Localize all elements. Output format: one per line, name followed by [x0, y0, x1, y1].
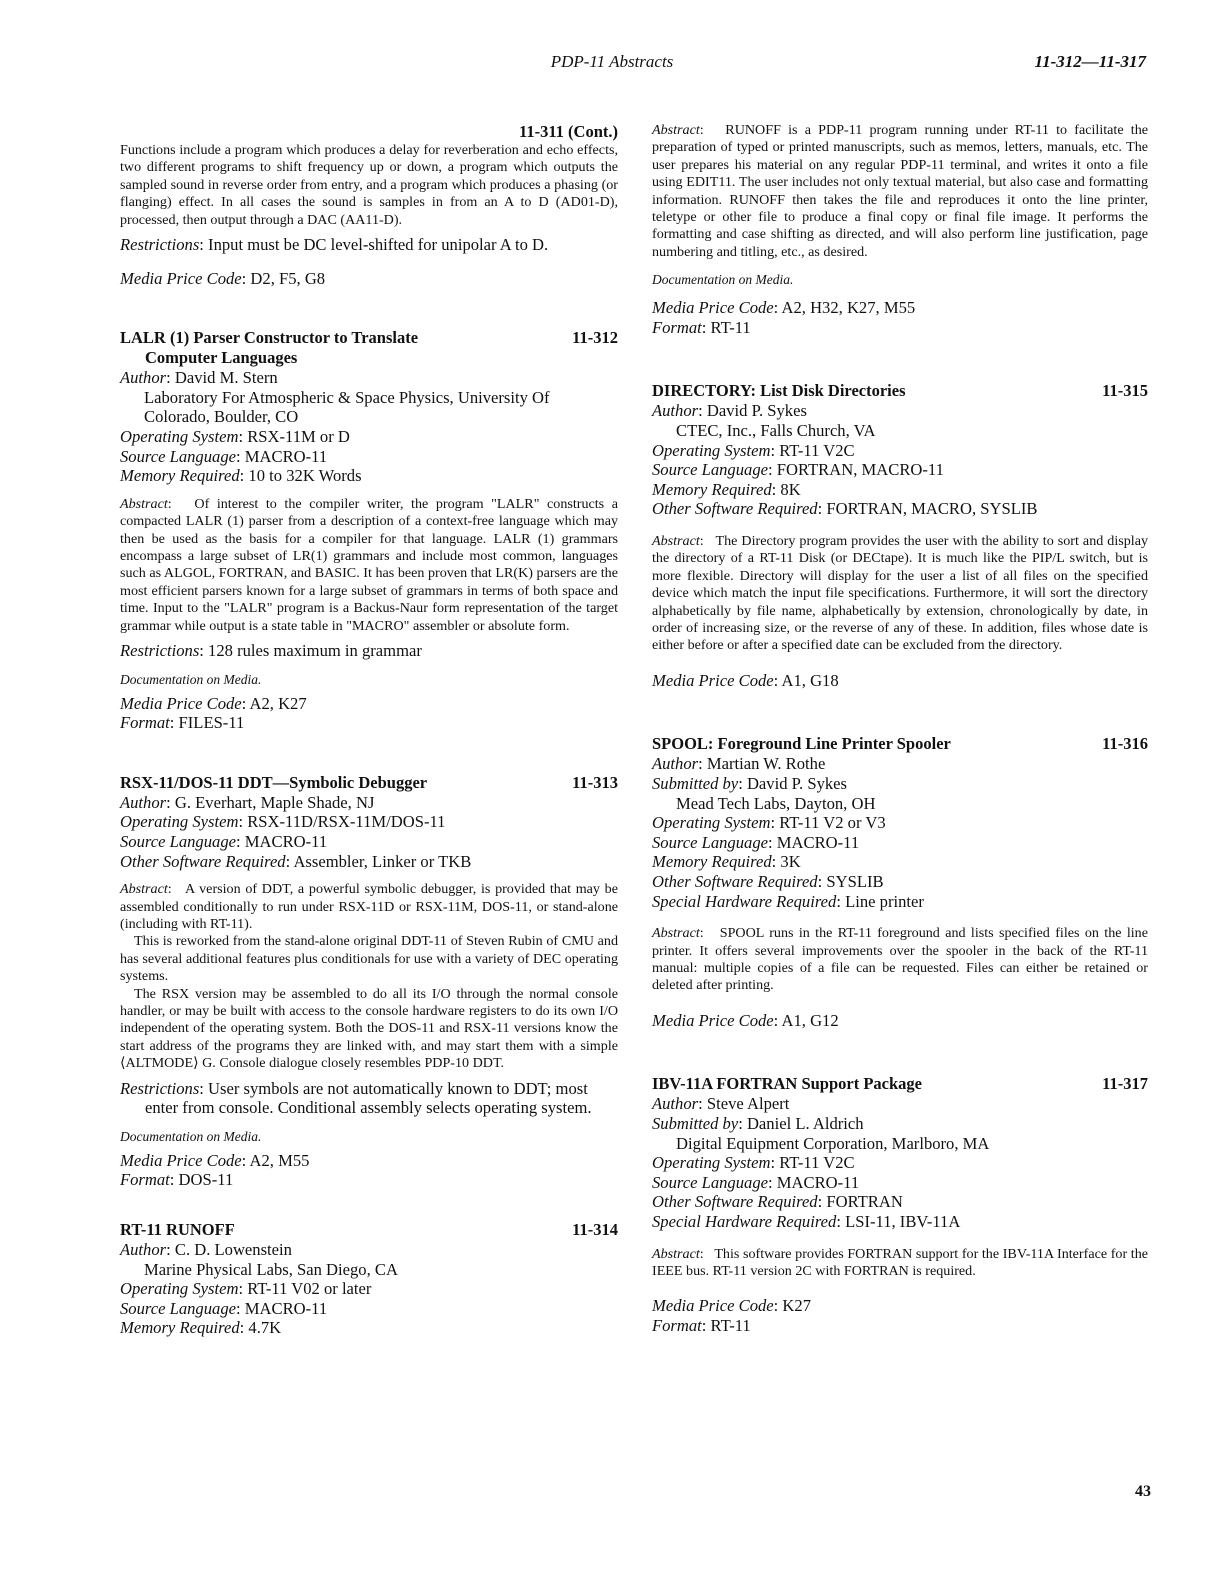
abstract: Abstract: This software provides FORTRAN support for the IBV-11A Interface for the IEEE bus. RT-11 version 2C with FORTRAN is required.: [652, 1245, 1148, 1279]
author: Author: David P. Sykes: [652, 401, 807, 421]
affiliation: Laboratory For Atmospheric & Space Physics, University Of Colorado, Boulder, CO: [144, 387, 550, 427]
entry-title-row: [120, 328, 618, 348]
source-language: Source Language: MACRO-11: [652, 832, 860, 852]
operating-system: Operating System: RT-11 V2 or V3: [652, 813, 886, 833]
entry-11-316: [652, 734, 1148, 1030]
media-price-code: Media Price Code: D2, F5, G8: [120, 268, 326, 288]
media-price-code: Media Price Code: A2, M55: [120, 1150, 310, 1170]
operating-system: Operating System: RT-11 V2C: [652, 1153, 855, 1173]
entry-title: DIRECTORY: List Disk Directories: [652, 381, 906, 401]
other-software-required: Other Software Required: FORTRAN, MACRO, SYSLIB: [652, 499, 1038, 519]
affiliation: Mead Tech Labs, Dayton, OH: [676, 793, 876, 813]
other-software-required: Other Software Required: SYSLIB: [652, 872, 884, 891]
media-price-code: Media Price Code: A2, K27: [120, 693, 307, 713]
entry-title: RT-11 RUNOFF: [120, 1220, 235, 1240]
restrictions: Restrictions: 128 rules maximum in grammar: [120, 641, 422, 661]
other-software-required: Other Software Required: FORTRAN: [652, 1192, 903, 1212]
entry-title: LALR (1) Parser Constructor to Translate: [120, 328, 419, 348]
restrictions: Restrictions: User symbols are not automatically known to DDT; most enter from console. Conditional assembly selects operating system.: [120, 1078, 592, 1118]
abstract-paragraph: The RSX version may be assembled to do all its I/O through the normal console handler, or may be built with access to the console hardware registers to do its own I/O independent of the operating system. Both the DOS-11 and RSX-11 versions know the start address of the programs they are linked with, and may start them with a simple ⟨ALTMODE⟩ G. Console dialogue closely resembles PDP-10 DDT.: [120, 985, 618, 1072]
entry-number: 11-311 (Cont.): [519, 122, 618, 141]
submitted-by: Submitted by: Daniel L. Aldrich: [652, 1114, 864, 1133]
documentation-note: Documentation on Media.: [120, 1128, 262, 1144]
media-price-code: Media Price Code: A1, G18: [652, 670, 839, 690]
memory-required: Memory Required: 10 to 32K Words: [120, 466, 362, 486]
operating-system: Operating System: RT-11 V02 or later: [120, 1279, 372, 1299]
source-language: Source Language: MACRO-11: [120, 832, 328, 851]
entry-11-317: [652, 1074, 1148, 1335]
entry-title-row: [652, 734, 1148, 754]
special-hardware-required: Special Hardware Required: Line printer: [652, 891, 924, 911]
affiliation: Digital Equipment Corporation, Marlboro, MA: [676, 1133, 990, 1153]
submitted-by: Submitted by: David P. Sykes: [652, 774, 847, 794]
entry-11-312: [120, 328, 618, 733]
entry-title-row: [120, 1220, 618, 1240]
format: Format: RT-11: [652, 1315, 751, 1335]
entry-11-311-cont: [120, 122, 618, 288]
abstract: Abstract: The Directory program provides the user with the ability to sort and display the directory of a RT-11 Disk (or DECtape). It is much like the PIP/L switch, but is more flexible. Directory will display for the user a list of all files on the specified device which match the input file specifications. Furthermore, it will sort the directory alphabetically by file name, alphabetically by extension, chronologically by date, in order of increasing size, or the reverse of any of these. In addition, files whose date is either before or after a specified date can be excluded from the directory.: [652, 533, 1149, 654]
documentation-note: Documentation on Media.: [652, 272, 794, 288]
entry-title: IBV-11A FORTRAN Support Package: [652, 1074, 923, 1094]
author: Author: Martian W. Rothe: [652, 754, 826, 774]
entry-number: 11-316: [1102, 734, 1148, 754]
entry-11-315: [652, 381, 1148, 690]
source-language: Source Language: MACRO-11: [120, 1298, 328, 1318]
source-language: Source Language: MACRO-11: [120, 446, 328, 466]
abstract: Abstract: Of interest to the compiler writer, the program "LALR" constructs a compacted LALR (1) parser from a description of a context-free language which may then be used as the basis for a compiler for that language. LALR (1) grammars encompass a large subset of LR(1) grammars and include most common, languages such as ALGOL, FORTRAN, and BASIC. It has been proven that LR(K) parsers are the most efficient parsers known for a large subset of grammars in terms of both space and time. Input to the "LALR" program is a Backus-Naur form representation of the target grammar while output is a state table in "MACRO" assembler or absolute form.: [120, 495, 618, 634]
author: Author: David M. Stern: [120, 368, 278, 388]
memory-required: Memory Required: 3K: [652, 852, 801, 872]
entry-number: 11-313: [572, 772, 618, 792]
entry-title-row: [652, 1074, 1148, 1094]
source-language: Source Language: FORTRAN, MACRO-11: [652, 460, 944, 480]
author: Author: G. Everhart, Maple Shade, NJ: [120, 792, 375, 812]
media-price-code: Media Price Code: A1, G12: [652, 1010, 839, 1030]
entry-number: 11-317: [1102, 1074, 1148, 1094]
source-language: Source Language: MACRO-11: [652, 1172, 860, 1192]
entry-title-row: [652, 381, 1148, 401]
abstract-paragraph: This is reworked from the stand-alone original DDT-11 of Steven Rubin of CMU and has several additional features plus conditionals for use with a variety of DEC operating systems.: [120, 933, 618, 985]
page-number: 43: [1135, 1483, 1151, 1500]
media-price-code: Media Price Code: A2, H32, K27, M55: [652, 298, 916, 318]
author: Author: Steve Alpert: [652, 1094, 790, 1114]
operating-system: Operating System: RT-11 V2C: [652, 440, 855, 460]
entry-title: RSX-11/DOS-11 DDT—Symbolic Debugger: [120, 772, 428, 792]
documentation-note: Documentation on Media.: [120, 671, 262, 687]
entry-number: 11-315: [1102, 381, 1148, 401]
entry-description: Functions include a program which produces a delay for reverberation and echo effects, two different programs to shift frequency up or down, a program which outputs the sampled sound in reverse order from entry, and a program which produces a phasing (or flanging) effect. In all cases the sound is samples in from an A to D (AD01-D), processed, then output through a DAC (AA11-D).: [120, 142, 618, 228]
left-column: [120, 122, 618, 1338]
affiliation: CTEC, Inc., Falls Church, VA: [676, 421, 876, 441]
special-hardware-required: Special Hardware Required: LSI-11, IBV-11A: [652, 1211, 961, 1231]
entry-title-row: [120, 773, 618, 793]
entry-11-314: [120, 1220, 618, 1338]
entry-number: 11-314: [572, 1220, 618, 1240]
abstract: Abstract: SPOOL runs in the RT-11 foreground and lists specified files on the line printer. It offers several improvements over the spooler in the back of the RT-11 manual: multiple copies of a file can be requested. Files can either be retained or deleted after printing.: [652, 925, 1148, 994]
media-price-code: Media Price Code: K27: [652, 1296, 811, 1316]
memory-required: Memory Required: 4.7K: [120, 1318, 282, 1338]
operating-system: Operating System: RSX-11M or D: [120, 427, 350, 446]
other-software-required: Other Software Required: Assembler, Linker or TKB: [120, 851, 472, 871]
running-header-range: 11-312—11-317: [1034, 52, 1146, 71]
format: Format: RT-11: [652, 317, 751, 337]
abstract: Abstract: A version of DDT, a powerful symbolic debugger, is provided that may be assembled conditionally to run under RSX-11D or RSX-11M, DOS-11, or stand-alone (including with RT-11).: [120, 881, 618, 932]
memory-required: Memory Required: 8K: [652, 479, 801, 499]
entry-11-314-cont: [652, 122, 1148, 337]
entry-number: 11-312: [572, 328, 618, 348]
format: Format: FILES-11: [120, 713, 245, 733]
author: Author: C. D. Lowenstein: [120, 1240, 292, 1260]
format: Format: DOS-11: [120, 1170, 234, 1190]
abstract: Abstract: RUNOFF is a PDP-11 program running under RT-11 to facilitate the preparation of typed or printed manuscripts, such as memos, letters, manuals, etc. The user prepares his material on any regular PDP-11 terminal, and writes it onto a file using EDIT11. The user includes not only textual material, but also case and formatting information. RUNOFF then takes the file and reproduces it onto the line printer, teletype or other file to produce a final copy or final file image. It performs the formatting and case shifting as directed, and will also perform line justification, page numbering and titling, etc., as desired.: [652, 122, 1148, 260]
restrictions: Restrictions: Input must be DC level-shifted for unipolar A to D.: [120, 235, 549, 255]
running-header-title: PDP-11 Abstracts: [550, 52, 674, 71]
affiliation: Marine Physical Labs, San Diego, CA: [144, 1259, 398, 1279]
right-column: [652, 122, 1148, 1336]
entry-11-313: [120, 773, 618, 1190]
entry-title: SPOOL: Foreground Line Printer Spooler: [652, 734, 951, 754]
operating-system: Operating System: RSX-11D/RSX-11M/DOS-11: [120, 812, 446, 832]
entry-title-continued: Computer Languages: [145, 348, 298, 368]
